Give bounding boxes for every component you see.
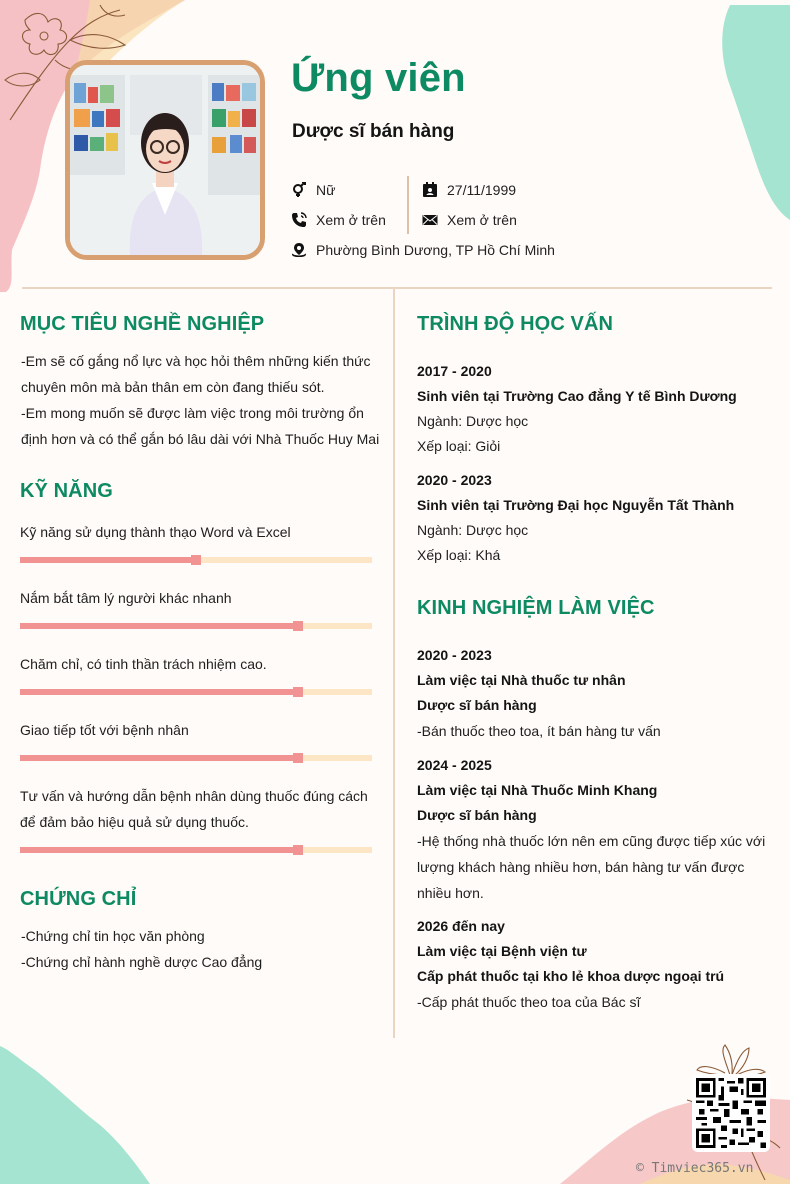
skill-bar-fill [20,847,298,853]
mint-watercolor-decoration-top [710,0,790,230]
info-gender [291,182,335,198]
email-icon [422,212,438,228]
qr-code-icon [696,1078,766,1148]
skill-bar-fill [20,623,298,629]
job-title: Dược sĩ bán hàng [292,121,455,142]
experience-period: 2020 - 2023 [417,647,492,663]
education-period: 2020 - 2023 [417,472,492,488]
gender-value: Nữ [316,182,336,198]
certificate-item: -Chứng chỉ hành nghề dược Cao đẳng [21,954,263,970]
skill-bar [20,557,372,563]
objective-line: -Em sẽ cố gắng nổ lực và học hỏi thêm những kiến thức chuyên môn mà bản thân em còn đang thiếu sót. [21,353,371,395]
education-title: TRÌNH ĐỘ HỌC VẤN [417,313,614,335]
skill-bar [20,847,372,853]
gender-icon [291,182,307,198]
phone-icon [291,212,307,228]
experience-period: 2026 đến nay [417,918,505,934]
experience-title: KINH NGHIỆM LÀM VIỆC [417,597,655,619]
birthday-value: 27/11/1999 [447,182,517,198]
experience-position: Dược sĩ bán hàng [417,807,537,823]
experience-description: -Hệ thống nhà thuốc lớn nên em cũng được tiếp xúc với lượng khách hàng nhiều hơn, bán hàng tư vấn được nhiều hơn. [417,833,766,901]
avatar [65,60,265,260]
objective-title: MỤC TIÊU NGHỀ NGHIỆP [20,313,265,335]
skill-bar-handle [293,687,303,697]
info-birthday [422,182,516,198]
column-divider [393,289,395,1038]
experience-company: Làm việc tại Nhà Thuốc Minh Khang [417,782,658,798]
skill-bar-fill [20,755,298,761]
skill-bar-handle [293,845,303,855]
certificate-item: -Chứng chỉ tin học văn phòng [21,928,205,944]
info-email [422,212,517,228]
skills-title: KỸ NĂNG [20,480,113,502]
skill-bar [20,623,372,629]
experience-item [417,753,777,906]
skill-bar-handle [293,621,303,631]
certificates-title: CHỨNG CHỈ [20,888,137,910]
email-value: Xem ở trên [447,212,517,228]
experience-period: 2024 - 2025 [417,757,492,773]
skill-label: Kỹ năng sử dụng thành thạo Word và Excel [20,524,291,540]
phone-value: Xem ở trên [316,212,386,228]
qr-code[interactable] [692,1074,770,1152]
experience-description: -Cấp phát thuốc theo toa của Bác sĩ [417,994,641,1010]
objective-text [21,348,383,452]
info-divider [407,176,409,234]
calendar-icon [422,182,438,198]
education-period: 2017 - 2020 [417,363,492,379]
experience-description: -Bán thuốc theo toa, ít bán hàng tư vấn [417,723,661,739]
header-divider [22,287,772,289]
experience-company: Làm việc tại Bệnh viện tư [417,943,587,959]
skill-label: Chăm chỉ, có tinh thần trách nhiệm cao. [20,656,267,672]
address-value: Phường Bình Dương, TP Hồ Chí Minh [316,242,555,258]
skill-label: Nắm bắt tâm lý người khác nhanh [20,590,232,606]
education-rank: Xếp loại: Khá [417,547,501,563]
experience-position: Dược sĩ bán hàng [417,697,537,713]
skill-bar-fill [20,557,196,563]
skill-bar-handle [293,753,303,763]
skill-label: Giao tiếp tốt với bệnh nhân [20,722,189,738]
copyright-text: © Timviec365.vn [636,1161,754,1176]
education-school: Sinh viên tại Trường Cao đẳng Y tế Bình Dương [417,388,737,404]
profile-photo [70,65,260,255]
education-item [417,468,777,568]
education-major: Ngành: Dược học [417,522,529,538]
education-item [417,359,777,459]
education-rank: Xếp loại: Giỏi [417,438,501,454]
skill-bar-handle [191,555,201,565]
objective-line: -Em mong muốn sẽ được làm việc trong môi trường ổn định hơn và có thể gắn bó lâu dài với Nhà Thuốc Huy Mai [21,405,380,447]
education-school: Sinh viên tại Trường Đại học Nguyễn Tất Thành [417,497,735,513]
experience-item [417,914,777,1015]
experience-company: Làm việc tại Nhà thuốc tư nhân [417,672,626,688]
candidate-name: Ứng viên [291,56,466,100]
experience-position: Cấp phát thuốc tại kho lẻ khoa dược ngoại trú [417,968,725,984]
info-phone [291,212,386,228]
experience-item [417,643,777,744]
mint-watercolor-decoration-bottom [0,1040,160,1184]
skill-label: Tư vấn và hướng dẫn bệnh nhân dùng thuốc đúng cách để đảm bảo hiệu quả sử dụng thuốc. [20,788,368,830]
certificates-list [21,923,383,975]
skill-bar [20,755,372,761]
location-pin-icon [291,242,307,258]
education-major: Ngành: Dược học [417,413,529,429]
info-address [291,242,555,258]
skill-bar [20,689,372,695]
skill-bar-fill [20,689,298,695]
